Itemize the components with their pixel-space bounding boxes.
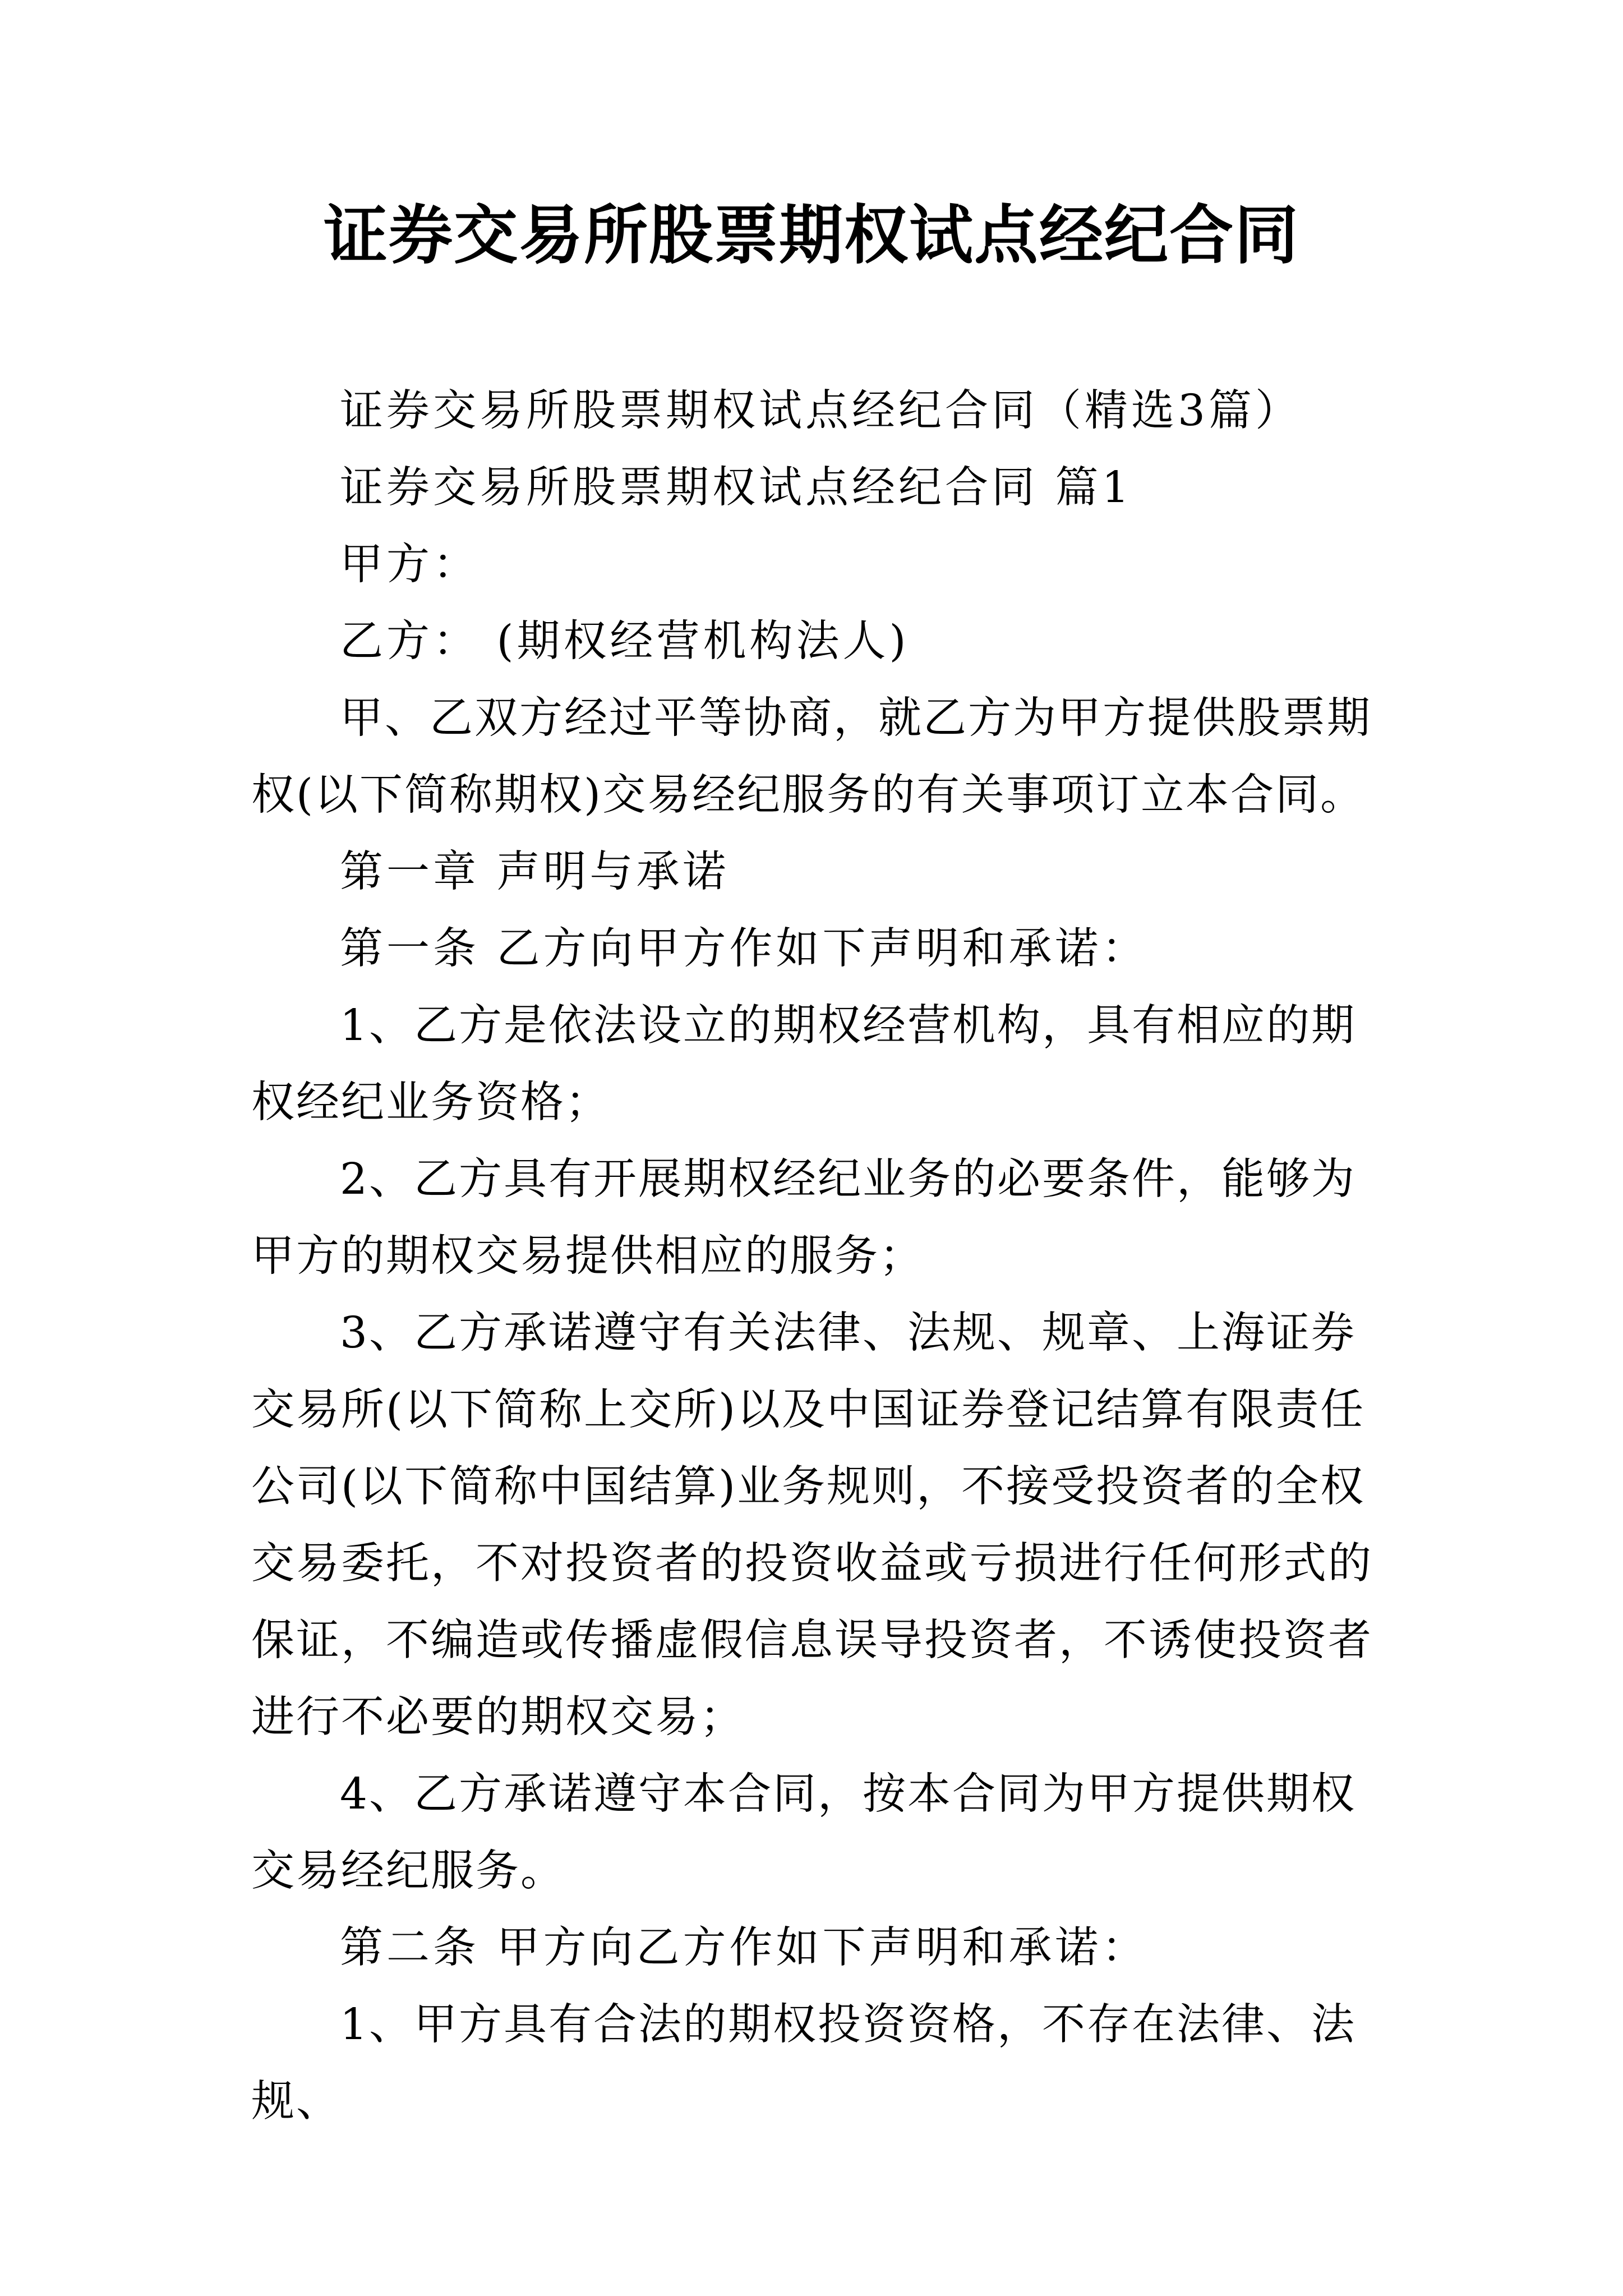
paragraph: 第二条 甲方向乙方作如下声明和承诺： [340,1923,1149,1973]
paragraph: 第一章 声明与承诺 [340,847,730,897]
paragraph: 证券交易所股票期权试点经纪合同（精选3篇） [340,386,1302,436]
paragraph: 甲、乙双方经过平等协商，就乙方为甲方提供股票期权(以下简称期权)交易经纪服务的有关事项订立本合同。 [251,693,1372,820]
paragraph: 乙方： (期权经营机构法人) [340,616,910,666]
paragraph: 4、乙方承诺遵守本合同，按本合同为甲方提供期权交易经纪服务。 [251,1769,1356,1896]
paragraph: 1、甲方具有合法的期权投资资格，不存在法律、法规、 [251,2000,1356,2127]
paragraph: 甲方： [340,540,479,590]
document-title: 证券交易所股票期权试点经纪合同 [323,198,1299,273]
paragraph: 3、乙方承诺遵守有关法律、法规、规章、上海证券交易所(以下简称上交所)以及中国证券登记结算有限责任公司(以下简称中国结算)业务规则，不接受投资者的全权交易委托，不对投资者的投资收益或亏损进行任何形式的保证，不编造或传播虚假信息误导投资者，不诱使投资者进行不必要的期权交易； [251,1308,1373,1742]
paragraph: 证券交易所股票期权试点经纪合同 篇1 [340,463,1133,513]
paragraph: 1、乙方是依法设立的期权经营机构，具有相应的期权经纪业务资格； [251,1001,1356,1128]
paragraph: 2、乙方具有开展期权经纪业务的必要条件，能够为甲方的期权交易提供相应的服务； [251,1154,1356,1281]
paragraph: 第一条 乙方向甲方作如下声明和承诺： [340,924,1149,974]
document-body [251,372,1395,2140]
